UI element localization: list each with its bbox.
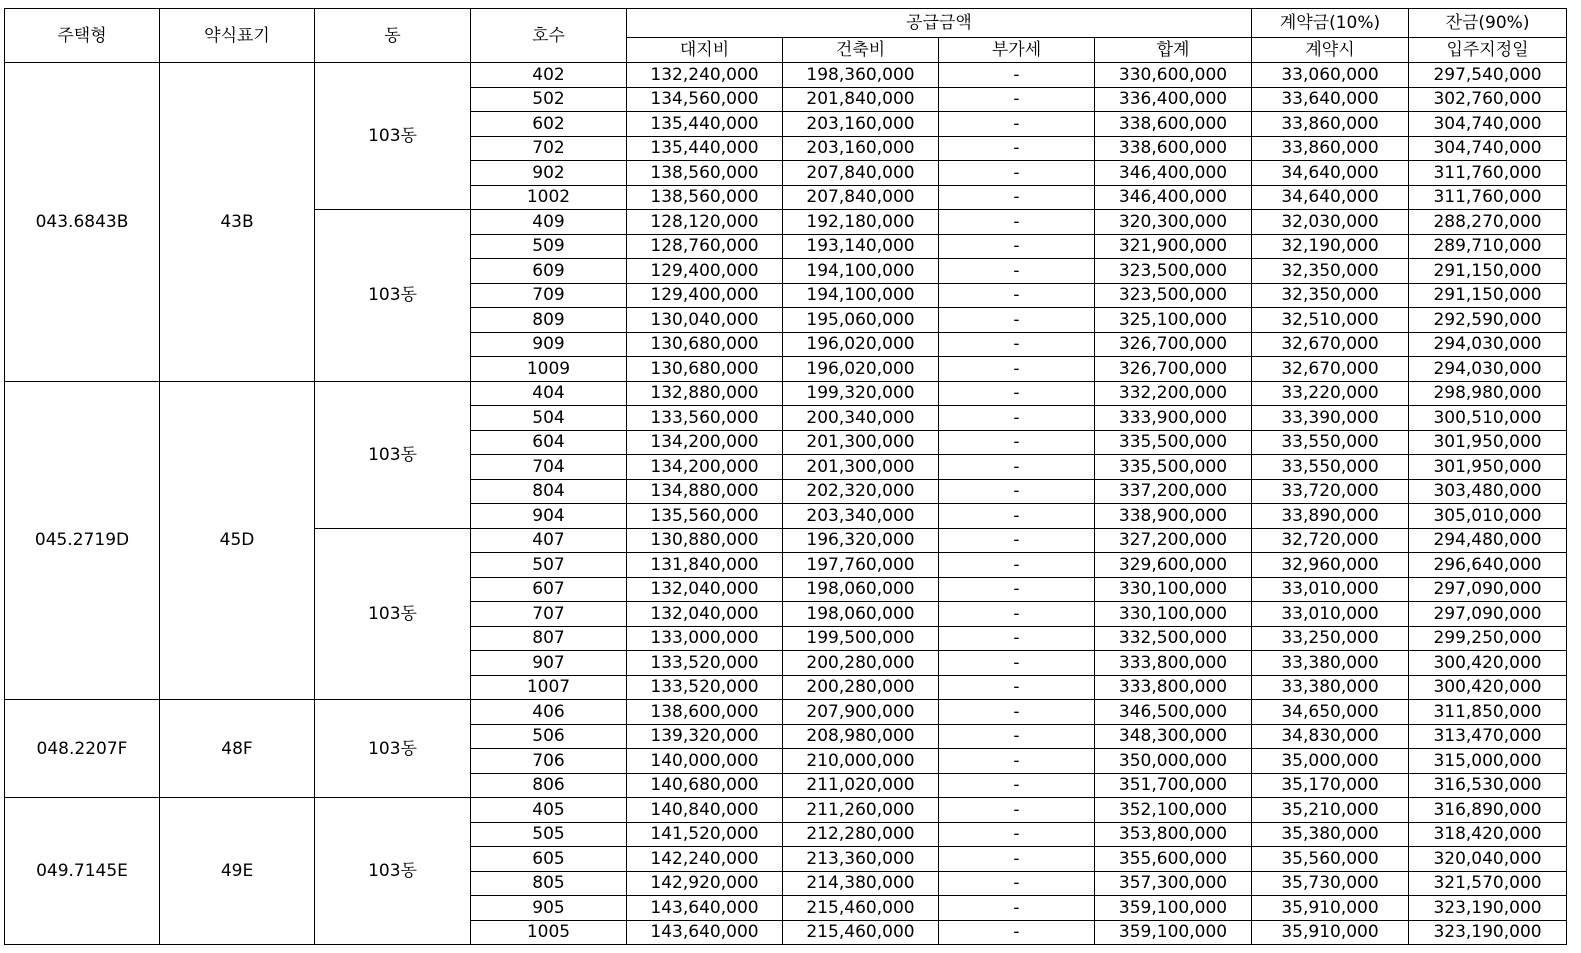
unit-number-cell: 905 xyxy=(471,896,627,921)
unit-number-cell: 406 xyxy=(471,700,627,725)
land-cost-cell: 134,560,000 xyxy=(627,87,783,112)
deposit-cell: 35,910,000 xyxy=(1252,920,1409,945)
deposit-cell: 33,220,000 xyxy=(1252,381,1409,406)
building-cost-cell: 212,280,000 xyxy=(783,822,939,847)
header-supply-amount: 공급금액 xyxy=(627,9,1252,38)
deposit-cell: 33,550,000 xyxy=(1252,430,1409,455)
vat-cell: - xyxy=(939,455,1095,480)
total-cell: 350,000,000 xyxy=(1095,749,1252,774)
deposit-cell: 33,890,000 xyxy=(1252,504,1409,529)
total-cell: 335,500,000 xyxy=(1095,455,1252,480)
dong-cell: 103동 xyxy=(315,210,471,382)
total-cell: 337,200,000 xyxy=(1095,479,1252,504)
deposit-cell: 34,640,000 xyxy=(1252,161,1409,186)
total-cell: 332,500,000 xyxy=(1095,626,1252,651)
table-row xyxy=(5,798,1567,823)
vat-cell: - xyxy=(939,87,1095,112)
deposit-cell: 35,000,000 xyxy=(1252,749,1409,774)
deposit-cell: 34,640,000 xyxy=(1252,185,1409,210)
total-cell: 352,100,000 xyxy=(1095,798,1252,823)
header-total: 합계 xyxy=(1095,38,1252,63)
balance-cell: 298,980,000 xyxy=(1409,381,1567,406)
deposit-cell: 33,550,000 xyxy=(1252,455,1409,480)
total-cell: 335,500,000 xyxy=(1095,430,1252,455)
vat-cell: - xyxy=(939,798,1095,823)
balance-cell: 300,510,000 xyxy=(1409,406,1567,431)
vat-cell: - xyxy=(939,528,1095,553)
house-type-cell: 043.6843B xyxy=(5,63,160,382)
building-cost-cell: 198,360,000 xyxy=(783,63,939,88)
vat-cell: - xyxy=(939,724,1095,749)
total-cell: 348,300,000 xyxy=(1095,724,1252,749)
building-cost-cell: 195,060,000 xyxy=(783,308,939,333)
land-cost-cell: 134,880,000 xyxy=(627,479,783,504)
vat-cell: - xyxy=(939,675,1095,700)
building-cost-cell: 198,060,000 xyxy=(783,577,939,602)
deposit-cell: 32,720,000 xyxy=(1252,528,1409,553)
deposit-cell: 35,910,000 xyxy=(1252,896,1409,921)
building-cost-cell: 198,060,000 xyxy=(783,602,939,627)
abbreviation-cell: 49E xyxy=(160,798,315,945)
dong-cell: 103동 xyxy=(315,381,471,528)
balance-cell: 311,760,000 xyxy=(1409,161,1567,186)
table-row xyxy=(5,381,1567,406)
land-cost-cell: 142,240,000 xyxy=(627,847,783,872)
unit-number-cell: 1009 xyxy=(471,357,627,382)
total-cell: 351,700,000 xyxy=(1095,773,1252,798)
unit-number-cell: 605 xyxy=(471,847,627,872)
unit-number-cell: 607 xyxy=(471,577,627,602)
total-cell: 323,500,000 xyxy=(1095,283,1252,308)
land-cost-cell: 140,000,000 xyxy=(627,749,783,774)
abbreviation-cell: 45D xyxy=(160,381,315,700)
building-cost-cell: 194,100,000 xyxy=(783,283,939,308)
unit-number-cell: 804 xyxy=(471,479,627,504)
unit-number-cell: 509 xyxy=(471,234,627,259)
land-cost-cell: 132,040,000 xyxy=(627,602,783,627)
balance-cell: 315,000,000 xyxy=(1409,749,1567,774)
header-building-cost: 건축비 xyxy=(783,38,939,63)
unit-number-cell: 904 xyxy=(471,504,627,529)
unit-number-cell: 405 xyxy=(471,798,627,823)
unit-number-cell: 505 xyxy=(471,822,627,847)
building-cost-cell: 203,160,000 xyxy=(783,112,939,137)
table-row xyxy=(5,63,1567,88)
balance-cell: 291,150,000 xyxy=(1409,283,1567,308)
building-cost-cell: 196,020,000 xyxy=(783,357,939,382)
unit-number-cell: 502 xyxy=(471,87,627,112)
unit-number-cell: 407 xyxy=(471,528,627,553)
vat-cell: - xyxy=(939,920,1095,945)
vat-cell: - xyxy=(939,504,1095,529)
total-cell: 325,100,000 xyxy=(1095,308,1252,333)
balance-cell: 311,760,000 xyxy=(1409,185,1567,210)
unit-number-cell: 706 xyxy=(471,749,627,774)
building-cost-cell: 207,840,000 xyxy=(783,161,939,186)
house-type-cell: 045.2719D xyxy=(5,381,160,700)
land-cost-cell: 141,520,000 xyxy=(627,822,783,847)
building-cost-cell: 200,280,000 xyxy=(783,651,939,676)
balance-cell: 296,640,000 xyxy=(1409,553,1567,578)
building-cost-cell: 202,320,000 xyxy=(783,479,939,504)
total-cell: 321,900,000 xyxy=(1095,234,1252,259)
balance-cell: 305,010,000 xyxy=(1409,504,1567,529)
land-cost-cell: 135,440,000 xyxy=(627,112,783,137)
vat-cell: - xyxy=(939,847,1095,872)
total-cell: 333,900,000 xyxy=(1095,406,1252,431)
building-cost-cell: 213,360,000 xyxy=(783,847,939,872)
balance-cell: 302,760,000 xyxy=(1409,87,1567,112)
balance-cell: 288,270,000 xyxy=(1409,210,1567,235)
table-body xyxy=(5,63,1567,945)
deposit-cell: 33,860,000 xyxy=(1252,136,1409,161)
balance-cell: 321,570,000 xyxy=(1409,871,1567,896)
total-cell: 346,500,000 xyxy=(1095,700,1252,725)
unit-number-cell: 506 xyxy=(471,724,627,749)
unit-number-cell: 806 xyxy=(471,773,627,798)
header-row-1 xyxy=(5,9,1567,38)
balance-cell: 297,540,000 xyxy=(1409,63,1567,88)
vat-cell: - xyxy=(939,773,1095,798)
building-cost-cell: 207,900,000 xyxy=(783,700,939,725)
deposit-cell: 33,010,000 xyxy=(1252,577,1409,602)
balance-cell: 297,090,000 xyxy=(1409,577,1567,602)
land-cost-cell: 132,880,000 xyxy=(627,381,783,406)
building-cost-cell: 196,020,000 xyxy=(783,332,939,357)
vat-cell: - xyxy=(939,161,1095,186)
balance-cell: 294,030,000 xyxy=(1409,332,1567,357)
land-cost-cell: 142,920,000 xyxy=(627,871,783,896)
table-header xyxy=(5,9,1567,63)
vat-cell: - xyxy=(939,185,1095,210)
vat-cell: - xyxy=(939,406,1095,431)
land-cost-cell: 134,200,000 xyxy=(627,430,783,455)
abbreviation-cell: 48F xyxy=(160,700,315,798)
land-cost-cell: 133,000,000 xyxy=(627,626,783,651)
vat-cell: - xyxy=(939,626,1095,651)
land-cost-cell: 140,680,000 xyxy=(627,773,783,798)
balance-cell: 291,150,000 xyxy=(1409,259,1567,284)
total-cell: 330,100,000 xyxy=(1095,602,1252,627)
unit-number-cell: 707 xyxy=(471,602,627,627)
header-deposit-timing: 계약시 xyxy=(1252,38,1409,63)
balance-cell: 294,480,000 xyxy=(1409,528,1567,553)
land-cost-cell: 140,840,000 xyxy=(627,798,783,823)
deposit-cell: 35,380,000 xyxy=(1252,822,1409,847)
header-dong: 동 xyxy=(315,9,471,63)
unit-number-cell: 809 xyxy=(471,308,627,333)
deposit-cell: 33,860,000 xyxy=(1252,112,1409,137)
unit-number-cell: 702 xyxy=(471,136,627,161)
vat-cell: - xyxy=(939,381,1095,406)
deposit-cell: 33,010,000 xyxy=(1252,602,1409,627)
total-cell: 359,100,000 xyxy=(1095,920,1252,945)
balance-cell: 303,480,000 xyxy=(1409,479,1567,504)
supply-price-table xyxy=(4,8,1567,945)
unit-number-cell: 807 xyxy=(471,626,627,651)
vat-cell: - xyxy=(939,822,1095,847)
building-cost-cell: 199,320,000 xyxy=(783,381,939,406)
land-cost-cell: 143,640,000 xyxy=(627,896,783,921)
building-cost-cell: 211,260,000 xyxy=(783,798,939,823)
unit-number-cell: 1005 xyxy=(471,920,627,945)
vat-cell: - xyxy=(939,63,1095,88)
total-cell: 336,400,000 xyxy=(1095,87,1252,112)
unit-number-cell: 409 xyxy=(471,210,627,235)
unit-number-cell: 402 xyxy=(471,63,627,88)
unit-number-cell: 604 xyxy=(471,430,627,455)
header-abbreviation: 약식표기 xyxy=(160,9,315,63)
balance-cell: 297,090,000 xyxy=(1409,602,1567,627)
deposit-cell: 34,650,000 xyxy=(1252,700,1409,725)
land-cost-cell: 133,560,000 xyxy=(627,406,783,431)
deposit-cell: 33,060,000 xyxy=(1252,63,1409,88)
balance-cell: 304,740,000 xyxy=(1409,112,1567,137)
deposit-cell: 32,350,000 xyxy=(1252,259,1409,284)
unit-number-cell: 704 xyxy=(471,455,627,480)
dong-cell: 103동 xyxy=(315,63,471,210)
building-cost-cell: 197,760,000 xyxy=(783,553,939,578)
building-cost-cell: 200,280,000 xyxy=(783,675,939,700)
balance-cell: 311,850,000 xyxy=(1409,700,1567,725)
building-cost-cell: 210,000,000 xyxy=(783,749,939,774)
balance-cell: 323,190,000 xyxy=(1409,896,1567,921)
balance-cell: 289,710,000 xyxy=(1409,234,1567,259)
building-cost-cell: 194,100,000 xyxy=(783,259,939,284)
table-row xyxy=(5,700,1567,725)
vat-cell: - xyxy=(939,430,1095,455)
total-cell: 329,600,000 xyxy=(1095,553,1252,578)
total-cell: 353,800,000 xyxy=(1095,822,1252,847)
deposit-cell: 35,560,000 xyxy=(1252,847,1409,872)
land-cost-cell: 135,440,000 xyxy=(627,136,783,161)
land-cost-cell: 128,760,000 xyxy=(627,234,783,259)
deposit-cell: 33,250,000 xyxy=(1252,626,1409,651)
vat-cell: - xyxy=(939,136,1095,161)
land-cost-cell: 128,120,000 xyxy=(627,210,783,235)
deposit-cell: 35,210,000 xyxy=(1252,798,1409,823)
building-cost-cell: 196,320,000 xyxy=(783,528,939,553)
deposit-cell: 33,380,000 xyxy=(1252,651,1409,676)
deposit-cell: 32,670,000 xyxy=(1252,357,1409,382)
unit-number-cell: 602 xyxy=(471,112,627,137)
building-cost-cell: 207,840,000 xyxy=(783,185,939,210)
vat-cell: - xyxy=(939,871,1095,896)
unit-number-cell: 909 xyxy=(471,332,627,357)
unit-number-cell: 805 xyxy=(471,871,627,896)
header-land-cost: 대지비 xyxy=(627,38,783,63)
deposit-cell: 33,390,000 xyxy=(1252,406,1409,431)
balance-cell: 294,030,000 xyxy=(1409,357,1567,382)
dong-cell: 103동 xyxy=(315,700,471,798)
unit-number-cell: 902 xyxy=(471,161,627,186)
vat-cell: - xyxy=(939,700,1095,725)
unit-number-cell: 1007 xyxy=(471,675,627,700)
building-cost-cell: 200,340,000 xyxy=(783,406,939,431)
building-cost-cell: 203,340,000 xyxy=(783,504,939,529)
total-cell: 326,700,000 xyxy=(1095,332,1252,357)
vat-cell: - xyxy=(939,259,1095,284)
balance-cell: 318,420,000 xyxy=(1409,822,1567,847)
building-cost-cell: 215,460,000 xyxy=(783,896,939,921)
deposit-cell: 32,960,000 xyxy=(1252,553,1409,578)
deposit-cell: 32,030,000 xyxy=(1252,210,1409,235)
total-cell: 359,100,000 xyxy=(1095,896,1252,921)
total-cell: 333,800,000 xyxy=(1095,675,1252,700)
land-cost-cell: 130,040,000 xyxy=(627,308,783,333)
header-unit: 호수 xyxy=(471,9,627,63)
abbreviation-cell: 43B xyxy=(160,63,315,382)
balance-cell: 301,950,000 xyxy=(1409,455,1567,480)
land-cost-cell: 138,600,000 xyxy=(627,700,783,725)
deposit-cell: 33,380,000 xyxy=(1252,675,1409,700)
building-cost-cell: 201,300,000 xyxy=(783,430,939,455)
total-cell: 357,300,000 xyxy=(1095,871,1252,896)
balance-cell: 323,190,000 xyxy=(1409,920,1567,945)
vat-cell: - xyxy=(939,896,1095,921)
building-cost-cell: 208,980,000 xyxy=(783,724,939,749)
total-cell: 333,800,000 xyxy=(1095,651,1252,676)
vat-cell: - xyxy=(939,749,1095,774)
unit-number-cell: 907 xyxy=(471,651,627,676)
vat-cell: - xyxy=(939,308,1095,333)
deposit-cell: 35,730,000 xyxy=(1252,871,1409,896)
building-cost-cell: 211,020,000 xyxy=(783,773,939,798)
land-cost-cell: 130,680,000 xyxy=(627,357,783,382)
unit-number-cell: 404 xyxy=(471,381,627,406)
balance-cell: 299,250,000 xyxy=(1409,626,1567,651)
land-cost-cell: 129,400,000 xyxy=(627,259,783,284)
balance-cell: 316,530,000 xyxy=(1409,773,1567,798)
total-cell: 332,200,000 xyxy=(1095,381,1252,406)
header-deposit: 계약금(10%) xyxy=(1252,9,1409,38)
deposit-cell: 35,170,000 xyxy=(1252,773,1409,798)
total-cell: 338,600,000 xyxy=(1095,136,1252,161)
vat-cell: - xyxy=(939,577,1095,602)
land-cost-cell: 138,560,000 xyxy=(627,185,783,210)
balance-cell: 316,890,000 xyxy=(1409,798,1567,823)
land-cost-cell: 132,240,000 xyxy=(627,63,783,88)
deposit-cell: 32,190,000 xyxy=(1252,234,1409,259)
land-cost-cell: 133,520,000 xyxy=(627,675,783,700)
house-type-cell: 049.7145E xyxy=(5,798,160,945)
building-cost-cell: 201,840,000 xyxy=(783,87,939,112)
vat-cell: - xyxy=(939,602,1095,627)
building-cost-cell: 199,500,000 xyxy=(783,626,939,651)
land-cost-cell: 134,200,000 xyxy=(627,455,783,480)
deposit-cell: 32,350,000 xyxy=(1252,283,1409,308)
land-cost-cell: 133,520,000 xyxy=(627,651,783,676)
vat-cell: - xyxy=(939,283,1095,308)
balance-cell: 292,590,000 xyxy=(1409,308,1567,333)
land-cost-cell: 130,680,000 xyxy=(627,332,783,357)
house-type-cell: 048.2207F xyxy=(5,700,160,798)
balance-cell: 301,950,000 xyxy=(1409,430,1567,455)
total-cell: 327,200,000 xyxy=(1095,528,1252,553)
deposit-cell: 32,670,000 xyxy=(1252,332,1409,357)
unit-number-cell: 709 xyxy=(471,283,627,308)
land-cost-cell: 130,880,000 xyxy=(627,528,783,553)
total-cell: 346,400,000 xyxy=(1095,185,1252,210)
unit-number-cell: 507 xyxy=(471,553,627,578)
vat-cell: - xyxy=(939,112,1095,137)
land-cost-cell: 139,320,000 xyxy=(627,724,783,749)
unit-number-cell: 504 xyxy=(471,406,627,431)
vat-cell: - xyxy=(939,234,1095,259)
deposit-cell: 33,640,000 xyxy=(1252,87,1409,112)
deposit-cell: 33,720,000 xyxy=(1252,479,1409,504)
vat-cell: - xyxy=(939,357,1095,382)
header-balance-timing: 입주지정일 xyxy=(1409,38,1567,63)
land-cost-cell: 132,040,000 xyxy=(627,577,783,602)
balance-cell: 304,740,000 xyxy=(1409,136,1567,161)
header-balance: 잔금(90%) xyxy=(1409,9,1567,38)
building-cost-cell: 215,460,000 xyxy=(783,920,939,945)
total-cell: 330,600,000 xyxy=(1095,63,1252,88)
vat-cell: - xyxy=(939,553,1095,578)
building-cost-cell: 203,160,000 xyxy=(783,136,939,161)
total-cell: 338,600,000 xyxy=(1095,112,1252,137)
unit-number-cell: 609 xyxy=(471,259,627,284)
vat-cell: - xyxy=(939,210,1095,235)
deposit-cell: 34,830,000 xyxy=(1252,724,1409,749)
total-cell: 346,400,000 xyxy=(1095,161,1252,186)
building-cost-cell: 193,140,000 xyxy=(783,234,939,259)
total-cell: 326,700,000 xyxy=(1095,357,1252,382)
balance-cell: 320,040,000 xyxy=(1409,847,1567,872)
building-cost-cell: 192,180,000 xyxy=(783,210,939,235)
land-cost-cell: 129,400,000 xyxy=(627,283,783,308)
unit-number-cell: 1002 xyxy=(471,185,627,210)
dong-cell: 103동 xyxy=(315,528,471,700)
balance-cell: 300,420,000 xyxy=(1409,651,1567,676)
header-vat: 부가세 xyxy=(939,38,1095,63)
total-cell: 323,500,000 xyxy=(1095,259,1252,284)
building-cost-cell: 214,380,000 xyxy=(783,871,939,896)
header-house-type: 주택형 xyxy=(5,9,160,63)
total-cell: 355,600,000 xyxy=(1095,847,1252,872)
total-cell: 330,100,000 xyxy=(1095,577,1252,602)
vat-cell: - xyxy=(939,479,1095,504)
land-cost-cell: 135,560,000 xyxy=(627,504,783,529)
vat-cell: - xyxy=(939,332,1095,357)
dong-cell: 103동 xyxy=(315,798,471,945)
vat-cell: - xyxy=(939,651,1095,676)
balance-cell: 300,420,000 xyxy=(1409,675,1567,700)
land-cost-cell: 138,560,000 xyxy=(627,161,783,186)
land-cost-cell: 143,640,000 xyxy=(627,920,783,945)
total-cell: 338,900,000 xyxy=(1095,504,1252,529)
land-cost-cell: 131,840,000 xyxy=(627,553,783,578)
deposit-cell: 32,510,000 xyxy=(1252,308,1409,333)
building-cost-cell: 201,300,000 xyxy=(783,455,939,480)
balance-cell: 313,470,000 xyxy=(1409,724,1567,749)
total-cell: 320,300,000 xyxy=(1095,210,1252,235)
